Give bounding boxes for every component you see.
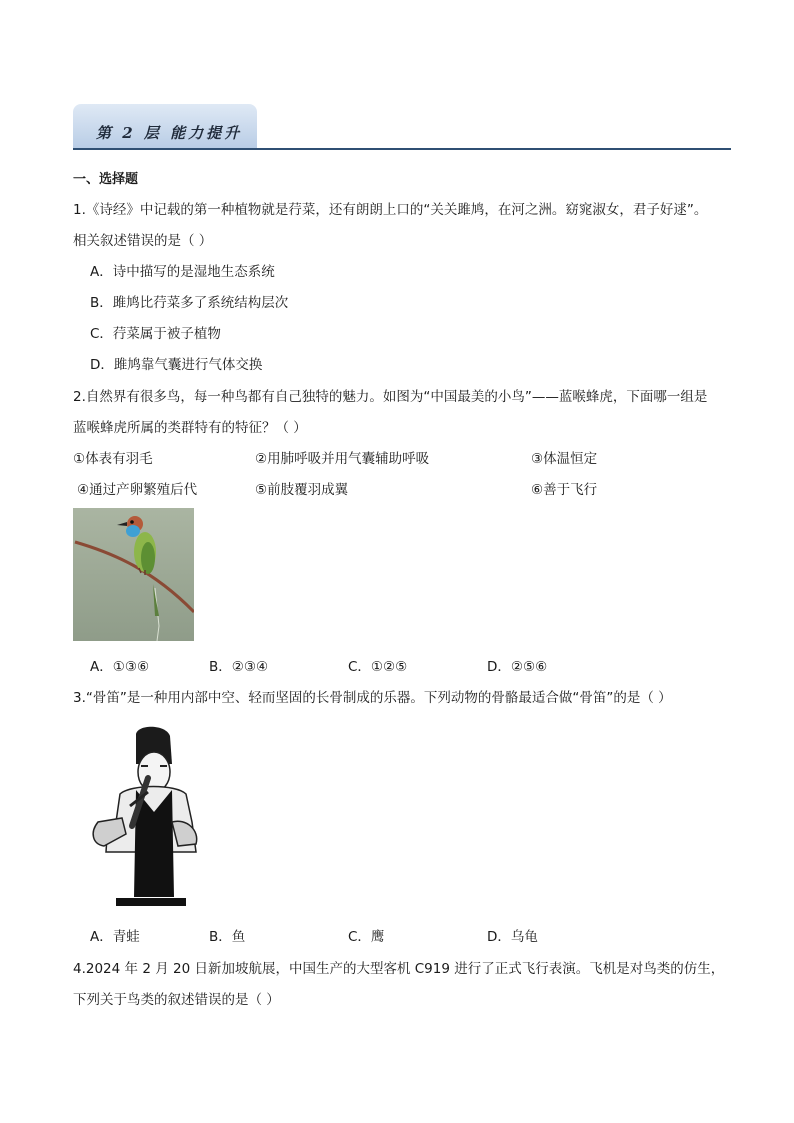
q3-option-a: A．青蛙: [90, 929, 140, 945]
q2-feature-6: ⑥善于飞行: [531, 482, 598, 498]
q2-option-b: B．②③④: [209, 659, 269, 675]
q1-option-d: D．雎鸠靠气囊进行气体交换: [90, 357, 263, 373]
q4-line1: 4.2024 年 2 月 20 日新加坡航展，中国生产的大型客机 C919 进行了正式飞行表演。飞机是对鸟类的仿生，: [73, 961, 725, 977]
q2-feature-1: ①体表有羽毛: [73, 451, 153, 467]
q4-line2: 下列关于鸟类的叙述错误的是（ ）: [73, 992, 280, 1008]
bee-eater-photo: [73, 508, 194, 641]
q2-feature-3: ③体温恒定: [531, 451, 598, 467]
q1-option-b: B．雎鸠比荇菜多了系统结构层次: [90, 295, 289, 311]
header-title: 第 2 层 能力提升: [96, 124, 243, 142]
q2-option-d: D．②⑤⑥: [487, 659, 548, 675]
q2-line2: 蓝喉蜂虎所属的类群特有的特征？（ ）: [73, 420, 307, 436]
q3-line1: 3.“骨笛”是一种用内部中空、轻而坚固的长骨制成的乐器。下列动物的骨骼最适合做“骨笛”的是（ ）: [73, 690, 672, 706]
q2-option-a: A．①③⑥: [90, 659, 150, 675]
bone-flute-player-illustration: [86, 722, 201, 908]
q2-feature-5: ⑤前肢覆羽成翼: [255, 482, 349, 498]
q2-feature-4: ④通过产卵繁殖后代: [77, 482, 198, 498]
bird-illustration: [73, 508, 194, 641]
q3-option-c: C．鹰: [348, 929, 385, 945]
q2-line1: 2.自然界有很多鸟，每一种鸟都有自己独特的魅力。如图为“中国最美的小鸟”——蓝喉蜂虎，下面哪一组是: [73, 389, 708, 405]
q1-option-c: C．荇菜属于被子植物: [90, 326, 221, 342]
q2-feature-2: ②用肺呼吸并用气囊辅助呼吸: [255, 451, 430, 467]
q1-option-a: A．诗中描写的是湿地生态系统: [90, 264, 275, 280]
q3-option-b: B．鱼: [209, 929, 246, 945]
header-divider: [73, 148, 731, 150]
q1-line2: 相关叙述错误的是（ ）: [73, 233, 213, 249]
flute-player-drawing: [86, 722, 201, 908]
q2-option-c: C．①②⑤: [348, 659, 408, 675]
q3-option-d: D．乌龟: [487, 929, 538, 945]
section-title: 一、选择题: [73, 172, 139, 187]
q1-line1: 1.《诗经》中记载的第一种植物就是荇菜，还有朗朗上口的“关关雎鸠，在河之洲。窈窕淑女，君子好逑”。: [73, 202, 708, 218]
